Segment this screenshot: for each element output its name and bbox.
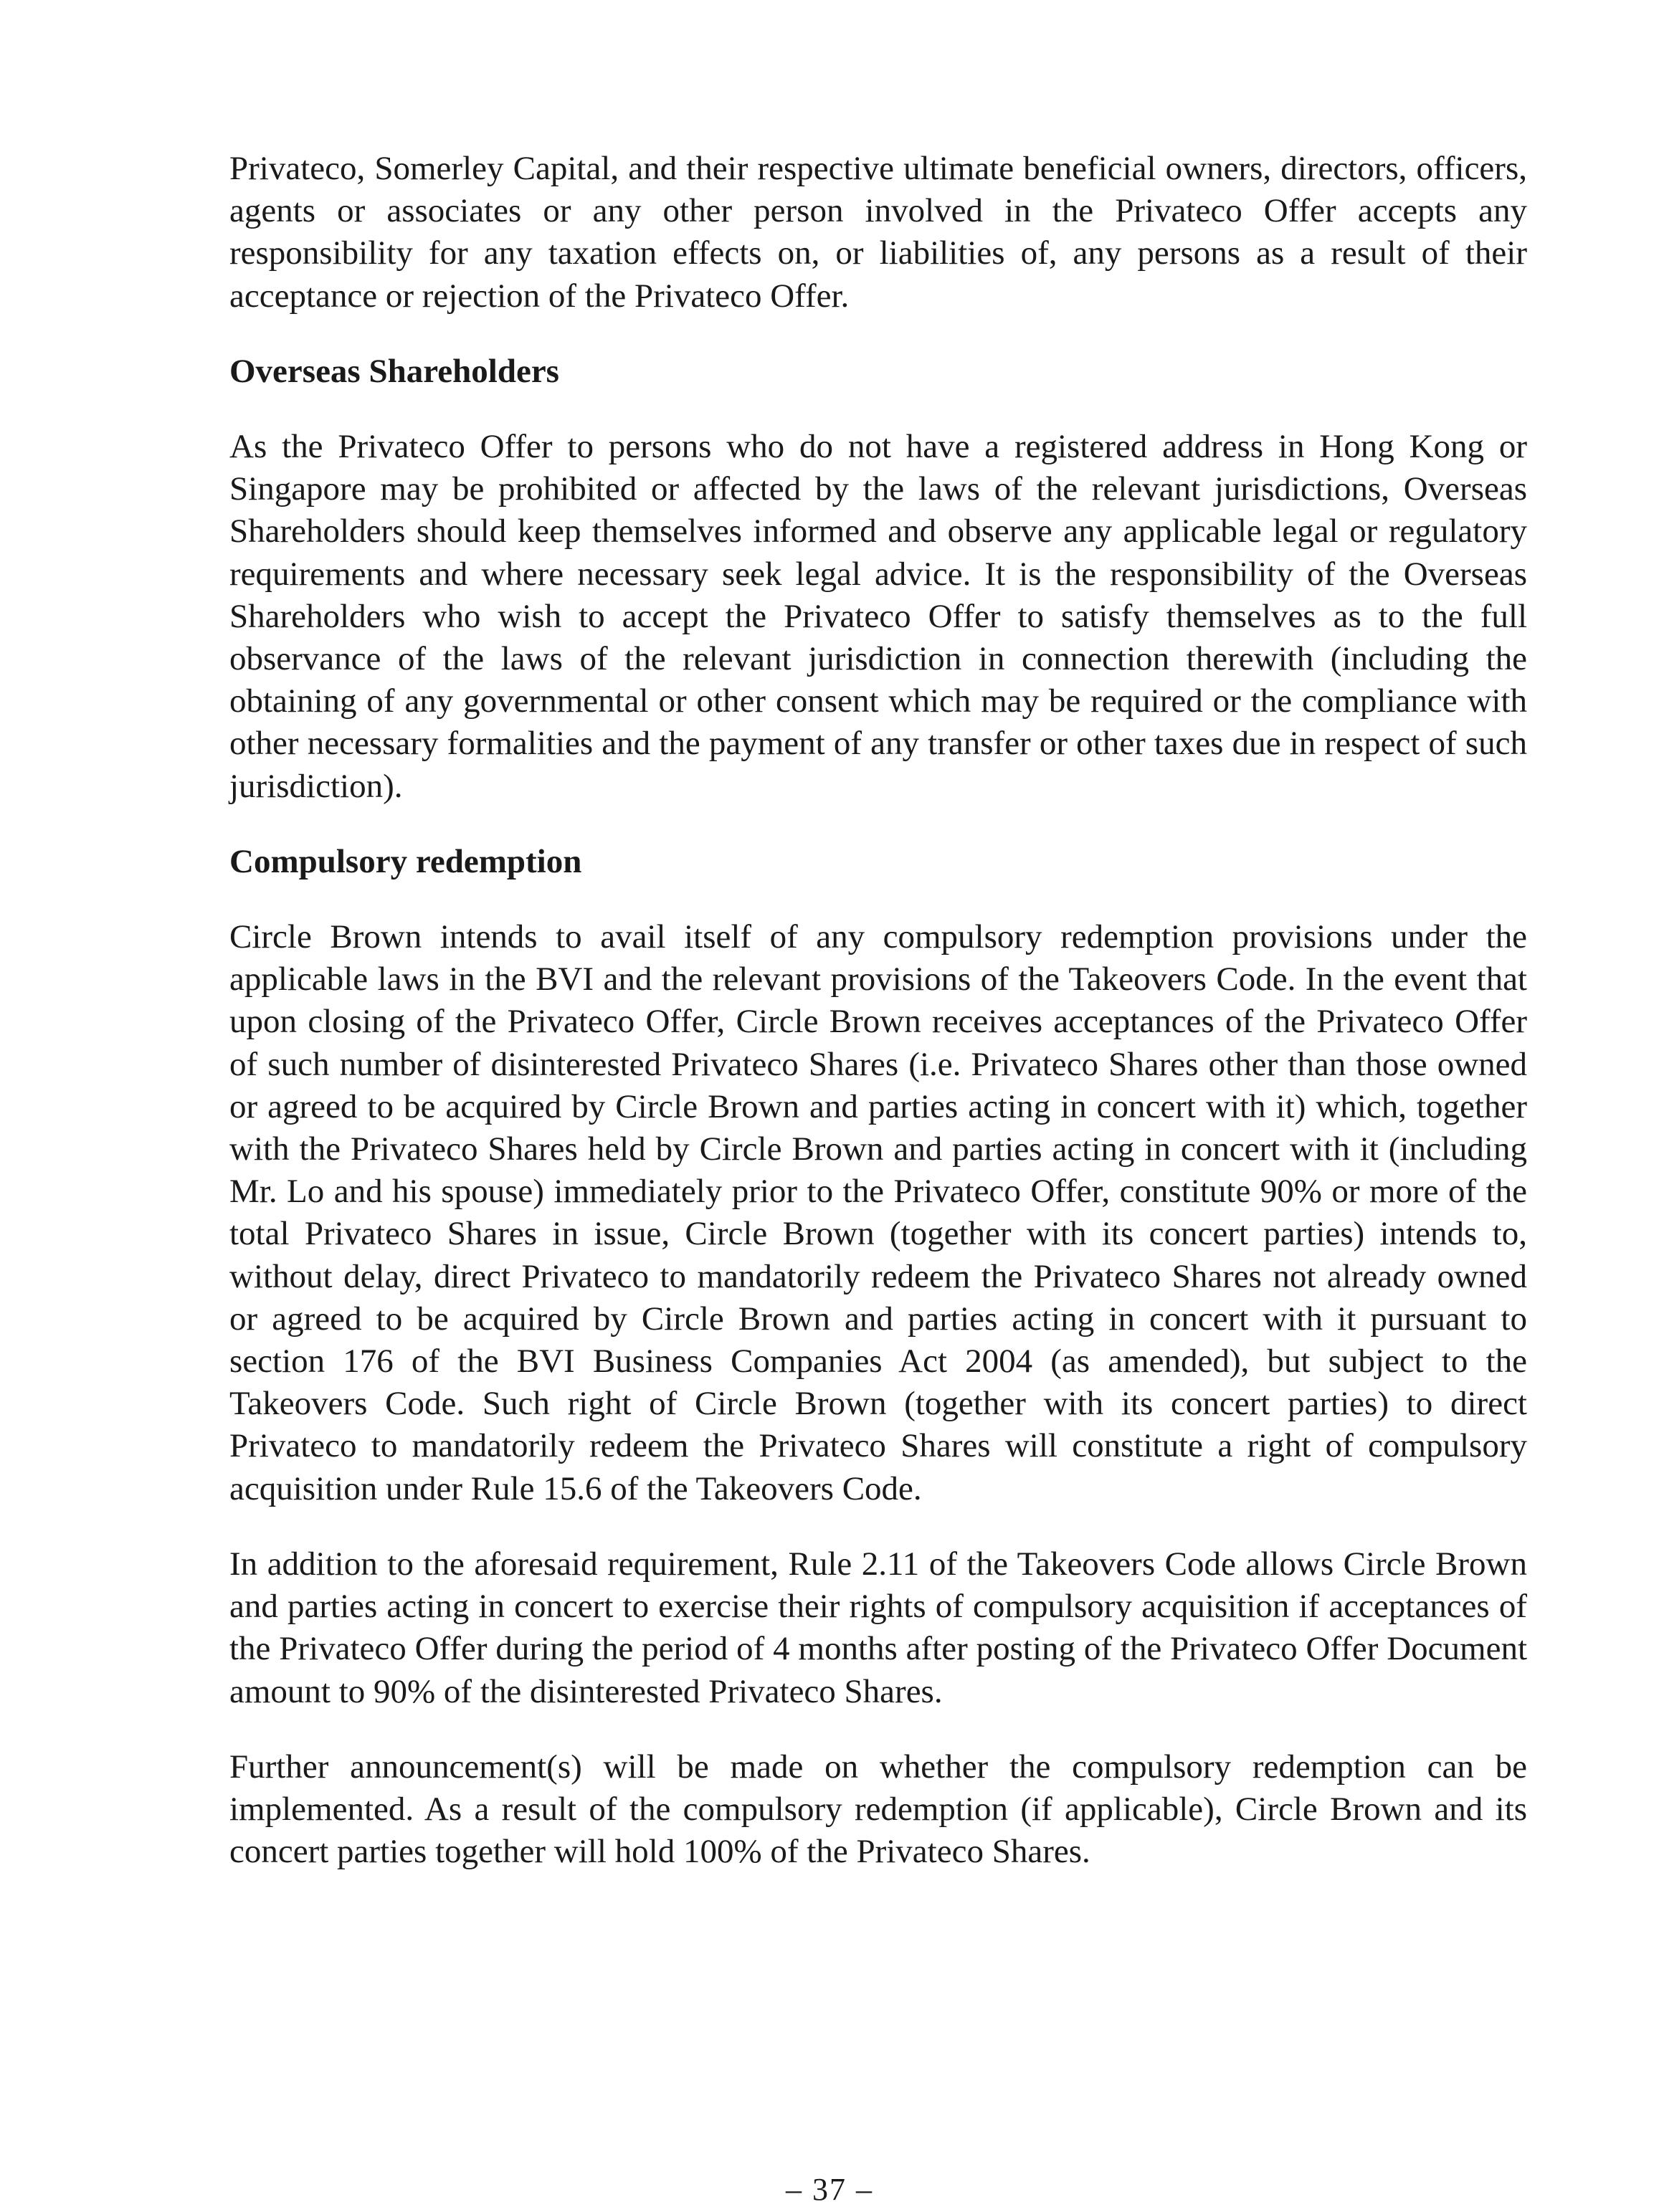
heading-overseas-shareholders: Overseas Shareholders (229, 352, 559, 390)
page-number: – 37 – (786, 2172, 873, 2207)
heading-compulsory-redemption: Compulsory redemption (229, 842, 582, 880)
paragraph-further-announcements: Further announcement(s) will be made on whether the compulsory redemption can be implemented. As a result of the compulsory redemption (if applicable), Circle Brown and its concert parties together will hold 100% of the Privateco Shares. (229, 1748, 1527, 1871)
paragraph-rule-2-11: In addition to the aforesaid requirement, Rule 2.11 of the Takeovers Code allows Circle Brown and parties acting in concert to exercise their rights of compulsory acquisition if acceptances of the Privateco Offer during the period of 4 months after posting of the Privateco Offer Document amount to 90% of the disinterested Privateco Shares. (229, 1545, 1527, 1710)
paragraph-taxation-disclaimer: Privateco, Somerley Capital, and their respective ultimate beneficial owners, directors, officers, agents or associates or any other person involved in the Privateco Offer accepts any responsibility for any taxation effects on, or liabilities of, any persons as a result of their acceptance or rejection of the Privateco Offer. (229, 150, 1527, 315)
paragraph-compulsory-redemption: Circle Brown intends to avail itself of any compulsory redemption provisions under the applicable laws in the BVI and the relevant provisions of the Takeovers Code. In the event that upon closing of the Privateco Offer, Circle Brown receives acceptances of the Privateco Offer of such number of disinterested Privateco Shares (i.e. Privateco Shares other than those owned or agreed to be acquired by Circle Brown and parties acting in concert with it) which, together with the Privateco Shares held by Circle Brown and parties acting in concert with it (including Mr. Lo and his spouse) immediately prior to the Privateco Offer, constitute 90% or more of the total Privateco Shares in issue, Circle Brown (together with its concert parties) intends to, without delay, direct Privateco to mandatorily redeem the Privateco Shares not already owned or agreed to be acquired by Circle Brown and parties acting in concert with it pursuant to section 176 of the BVI Business Companies Act 2004 (as amended), but subject to the Takeovers Code. Such right of Circle Brown (together with its concert parties) to direct Privateco to mandatorily redeem the Privateco Shares will constitute a right of compulsory acquisition under Rule 15.6 of the Takeovers Code. (229, 918, 1527, 1507)
paragraph-overseas-shareholders: As the Privateco Offer to persons who do not have a registered address in Hong Kong or Singapore may be prohibited or affected by the laws of the relevant jurisdictions, Overseas Shareholders should keep themselves informed and observe any applicable legal or regulatory requirements and where necessary seek legal advice. It is the responsibility of the Overseas Shareholders who wish to accept the Privateco Offer to satisfy themselves as to the full observance of the laws of the relevant jurisdiction in connection therewith (including the obtaining of any governmental or other consent which may be required or the compliance with other necessary formalities and the payment of any transfer or other taxes due in respect of such jurisdiction). (229, 428, 1527, 805)
document-body (229, 148, 1527, 1873)
